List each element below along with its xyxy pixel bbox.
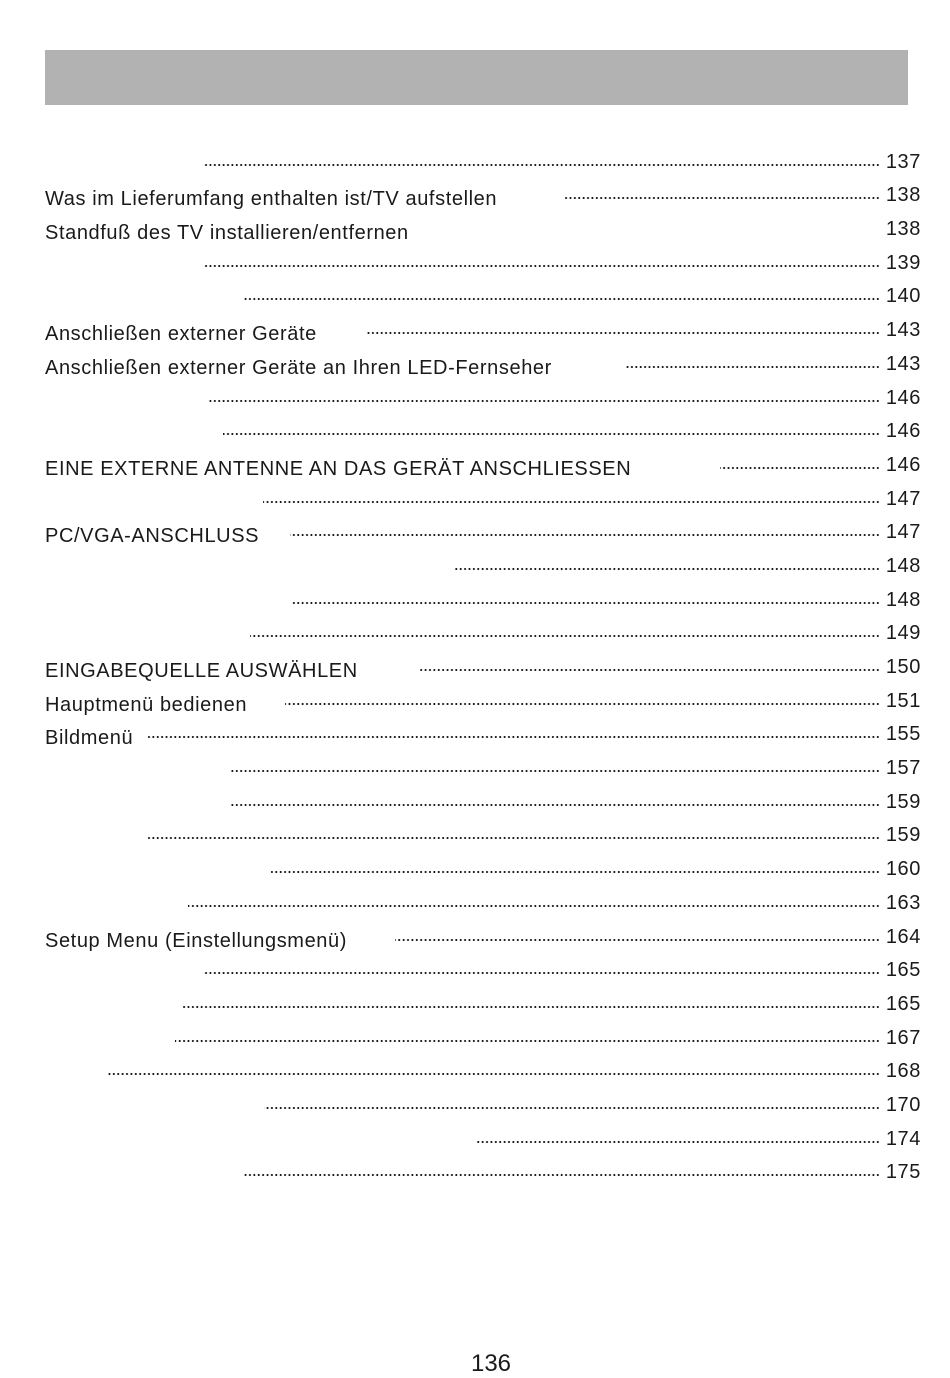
toc-leader-dots [188,895,880,917]
toc-entry-page: 164 [885,925,921,948]
toc-entry-page: 165 [885,992,921,1015]
toc-entry-page: 151 [885,689,921,712]
toc-entry[interactable] [45,721,921,755]
toc-entry[interactable] [45,990,921,1024]
toc-leader-dots [263,491,880,513]
toc-entry[interactable] [45,754,921,788]
toc-entry-title: Anschließen externer Geräte an Ihren LED-Fernseher [45,356,552,379]
toc-entry-page: 146 [885,453,921,476]
toc-entry[interactable] [45,1024,921,1058]
toc-entry[interactable] [45,822,921,856]
toc-entry-page: 157 [885,757,921,780]
toc-entry[interactable] [45,552,921,586]
toc-entry-page: 167 [885,1026,921,1049]
toc-entry[interactable] [45,889,921,923]
toc-leader-dots [243,288,880,310]
toc-leader-dots [420,659,880,681]
toc-leader-dots [264,1097,880,1119]
table-of-contents [45,148,921,1192]
toc-entry[interactable] [45,418,921,452]
toc-leader-dots [271,861,880,883]
toc-entry[interactable] [45,1091,921,1125]
toc-entry[interactable] [45,148,921,182]
toc-leader-dots [107,1063,880,1085]
toc-entry[interactable] [45,485,921,519]
toc-entry-title: EINGABEQUELLE AUSWÄHLEN [45,660,358,682]
toc-entry[interactable] [45,687,921,721]
toc-entry-page: 143 [885,319,921,342]
toc-entry[interactable] [45,350,921,384]
toc-entry-page: 146 [885,386,921,409]
toc-entry-page: 170 [885,1093,921,1116]
toc-entry[interactable] [45,249,921,283]
toc-entry-title: Was im Lieferumfang enthalten ist/TV aufstellen [45,188,498,211]
toc-entry-page: 168 [885,1060,921,1083]
toc-entry-page: 160 [885,858,921,881]
toc-leader-dots [625,356,880,378]
toc-leader-dots [203,962,880,984]
toc-leader-dots [148,827,880,849]
toc-entry[interactable] [45,215,921,249]
toc-entry-title: Hauptmenü bedienen [45,693,248,716]
toc-entry-page: 140 [885,285,921,308]
toc-leader-dots [183,996,880,1018]
toc-entry[interactable] [45,1159,921,1193]
toc-leader-dots [175,1030,880,1052]
toc-leader-dots [243,1164,880,1186]
toc-entry[interactable] [45,1058,921,1092]
toc-entry-page: 159 [885,824,921,847]
toc-entry[interactable] [45,283,921,317]
toc-leader-dots [367,322,880,344]
toc-entry[interactable] [45,384,921,418]
toc-entry-title: EINE EXTERNE ANTENNE AN DAS GERÄT ANSCHLIESSEN [45,457,632,480]
toc-entry-page: 163 [885,891,921,914]
toc-entry[interactable] [45,1125,921,1159]
toc-leader-dots [565,187,880,209]
toc-entry[interactable] [45,957,921,991]
toc-leader-dots [290,524,880,546]
toc-entry[interactable] [45,620,921,654]
toc-entry-page: 159 [885,790,921,813]
toc-entry-page: 146 [885,420,921,443]
toc-entry-page: 148 [885,554,921,577]
toc-entry[interactable] [45,316,921,350]
toc-entry-page: 150 [885,656,921,678]
toc-leader-dots [230,760,880,782]
toc-entry-page: 147 [885,521,921,544]
toc-entry[interactable] [45,519,921,553]
toc-entry-page: 165 [885,959,921,982]
toc-leader-dots [203,154,880,176]
toc-entry-page: 149 [885,622,921,645]
toc-leader-dots [148,726,880,748]
toc-leader-dots [455,558,880,580]
toc-entry-title: Standfuß des TV installieren/entfernen [45,222,409,245]
toc-leader-dots [223,423,880,445]
toc-leader-dots [395,929,880,951]
toc-entry-page: 148 [885,588,921,611]
toc-entry-title: Bildmenü [45,727,134,750]
toc-entry[interactable] [45,788,921,822]
toc-entry-page: 143 [885,352,921,375]
toc-entry-page: 174 [885,1127,921,1150]
toc-leader-dots [720,457,880,479]
toc-leader-dots [209,390,880,412]
toc-leader-dots [230,794,880,816]
toc-entry-title: Anschließen externer Geräte [45,323,317,346]
toc-entry-title: PC/VGA-ANSCHLUSS [45,525,260,548]
toc-entry[interactable] [45,182,921,216]
toc-leader-dots [285,693,880,715]
toc-entry-page: 138 [885,218,921,241]
toc-entry-title: Setup Menu (Einstellungsmenü) [45,929,347,952]
toc-leader-dots [475,1131,880,1153]
toc-entry-page: 139 [885,251,921,274]
toc-entry-page: 155 [885,723,921,746]
toc-entry-page: 137 [885,150,921,173]
toc-entry[interactable] [45,451,921,485]
toc-entry-page: 138 [885,184,921,207]
toc-entry[interactable] [45,923,921,957]
toc-leader-dots [291,592,880,614]
header-bar [45,50,908,105]
toc-leader-dots [203,255,880,277]
toc-entry-page: 147 [885,487,921,510]
toc-entry[interactable] [45,586,921,620]
toc-leader-dots [250,625,880,647]
toc-entry[interactable] [45,855,921,889]
toc-entry[interactable] [45,653,921,687]
page-number: 136 [470,1350,512,1377]
toc-entry-page: 175 [885,1161,921,1184]
